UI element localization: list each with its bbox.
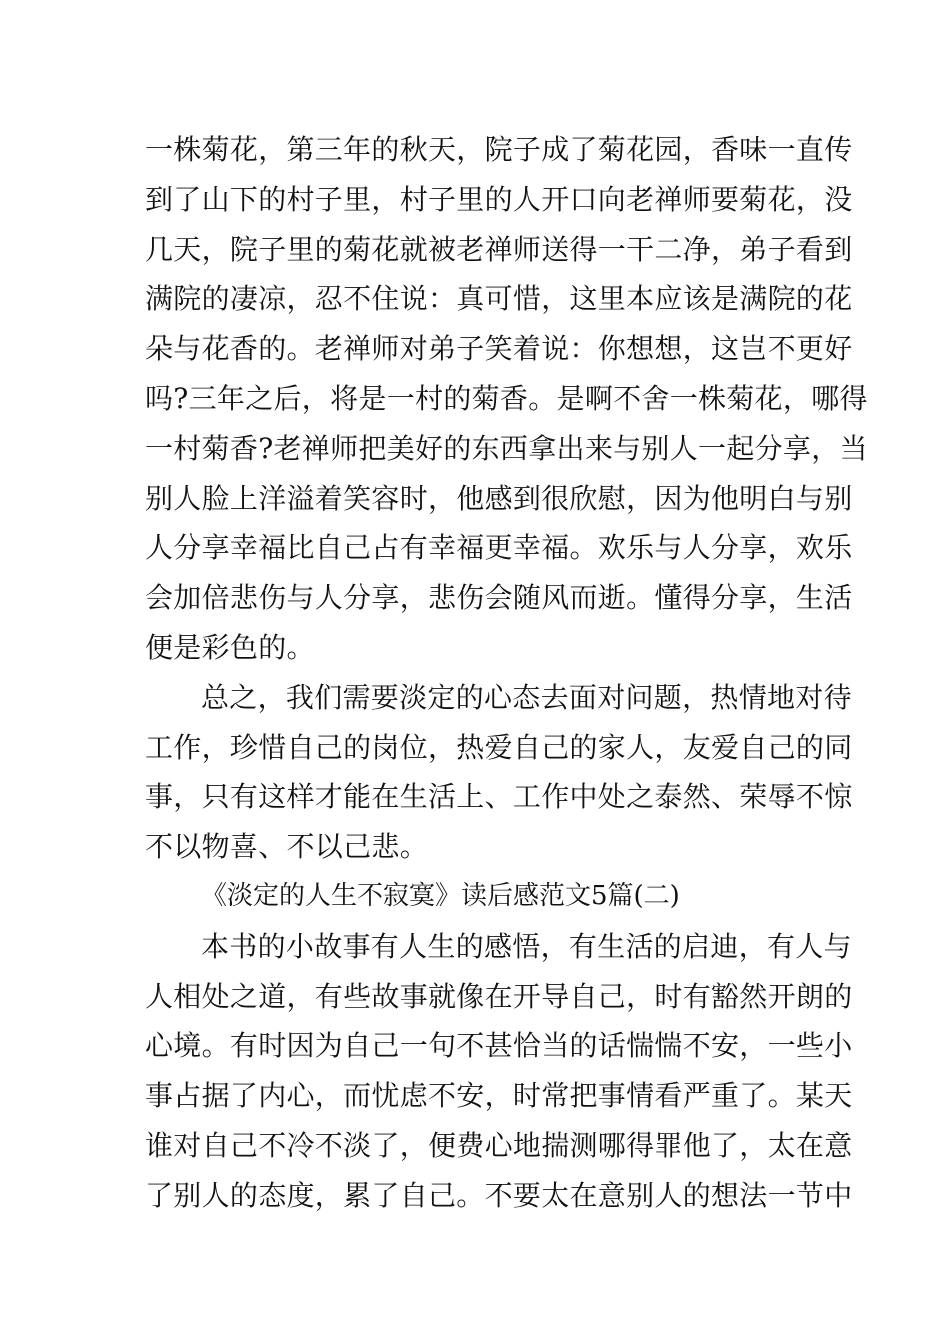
section-heading: 《淡定的人生不寂寞》读后感范文5篇(二) <box>201 880 680 911</box>
text-line: 会加倍悲伤与人分享，悲伤会随风而逝。懂得分享，生活 <box>145 581 853 615</box>
text-line: 别人脸上洋溢着笑容时，他感到很欣慰，因为他明白与别 <box>145 481 853 515</box>
paragraph-chrysanthemum-story <box>145 125 868 673</box>
text-line: 几天，院子里的菊花就被老禅师送得一干二净，弟子看到 <box>145 232 853 266</box>
text-line: 总之，我们需要淡定的心态去面对问题，热情地对待 <box>201 680 852 714</box>
text-line: 心境。有时因为自己一句不甚恰当的话惴惴不安，一些小 <box>145 1029 853 1063</box>
text-line: 一株菊花，第三年的秋天，院子成了菊花园，香味一直传 <box>145 133 853 166</box>
text-line: 人分享幸福比自己占有幸福更幸福。欢乐与人分享，欢乐 <box>145 531 853 565</box>
text-line: 人相处之道，有些故事就像在开导自己，时有豁然开朗的 <box>145 979 853 1013</box>
text-line: 朵与花香的。老禅师对弟子笑着说：你想想，这岂不更好 <box>145 332 853 366</box>
paragraph-book-intro <box>145 922 853 1221</box>
text-line: 谁对自己不冷不淡了，便费心地揣测哪得罪他了，太在意 <box>145 1128 853 1162</box>
text-line: 事，只有这样才能在生活上、工作中处之泰然、荣辱不惊 <box>145 780 853 814</box>
text-line: 到了山下的村子里，村子里的人开口向老禅师要菊花，没 <box>145 182 853 216</box>
text-line: 事占据了内心，而忧虑不安，时常把事情看严重了。某天 <box>145 1079 853 1113</box>
text-line: 工作，珍惜自己的岗位，热爱自己的家人，友爱自己的同 <box>145 730 853 764</box>
text-line: 一村菊香?老禅师把美好的东西拿出来与别人一起分享，当 <box>145 431 868 465</box>
document-body <box>145 125 868 1221</box>
paragraph-conclusion <box>145 673 853 872</box>
text-line: 本书的小故事有人生的感悟，有生活的启迪，有人与 <box>201 929 852 963</box>
text-line: 了别人的态度，累了自己。不要太在意别人的想法一节中 <box>145 1178 853 1212</box>
text-line: 便是彩色的。 <box>145 630 315 664</box>
text-line: 满院的凄凉，忍不住说：真可惜，这里本应该是满院的花 <box>145 282 853 316</box>
text-line: 吗?三年之后，将是一村的菊香。是啊不舍一株菊花，哪得 <box>145 381 868 415</box>
text-line: 不以物喜、不以己悲。 <box>145 830 429 864</box>
